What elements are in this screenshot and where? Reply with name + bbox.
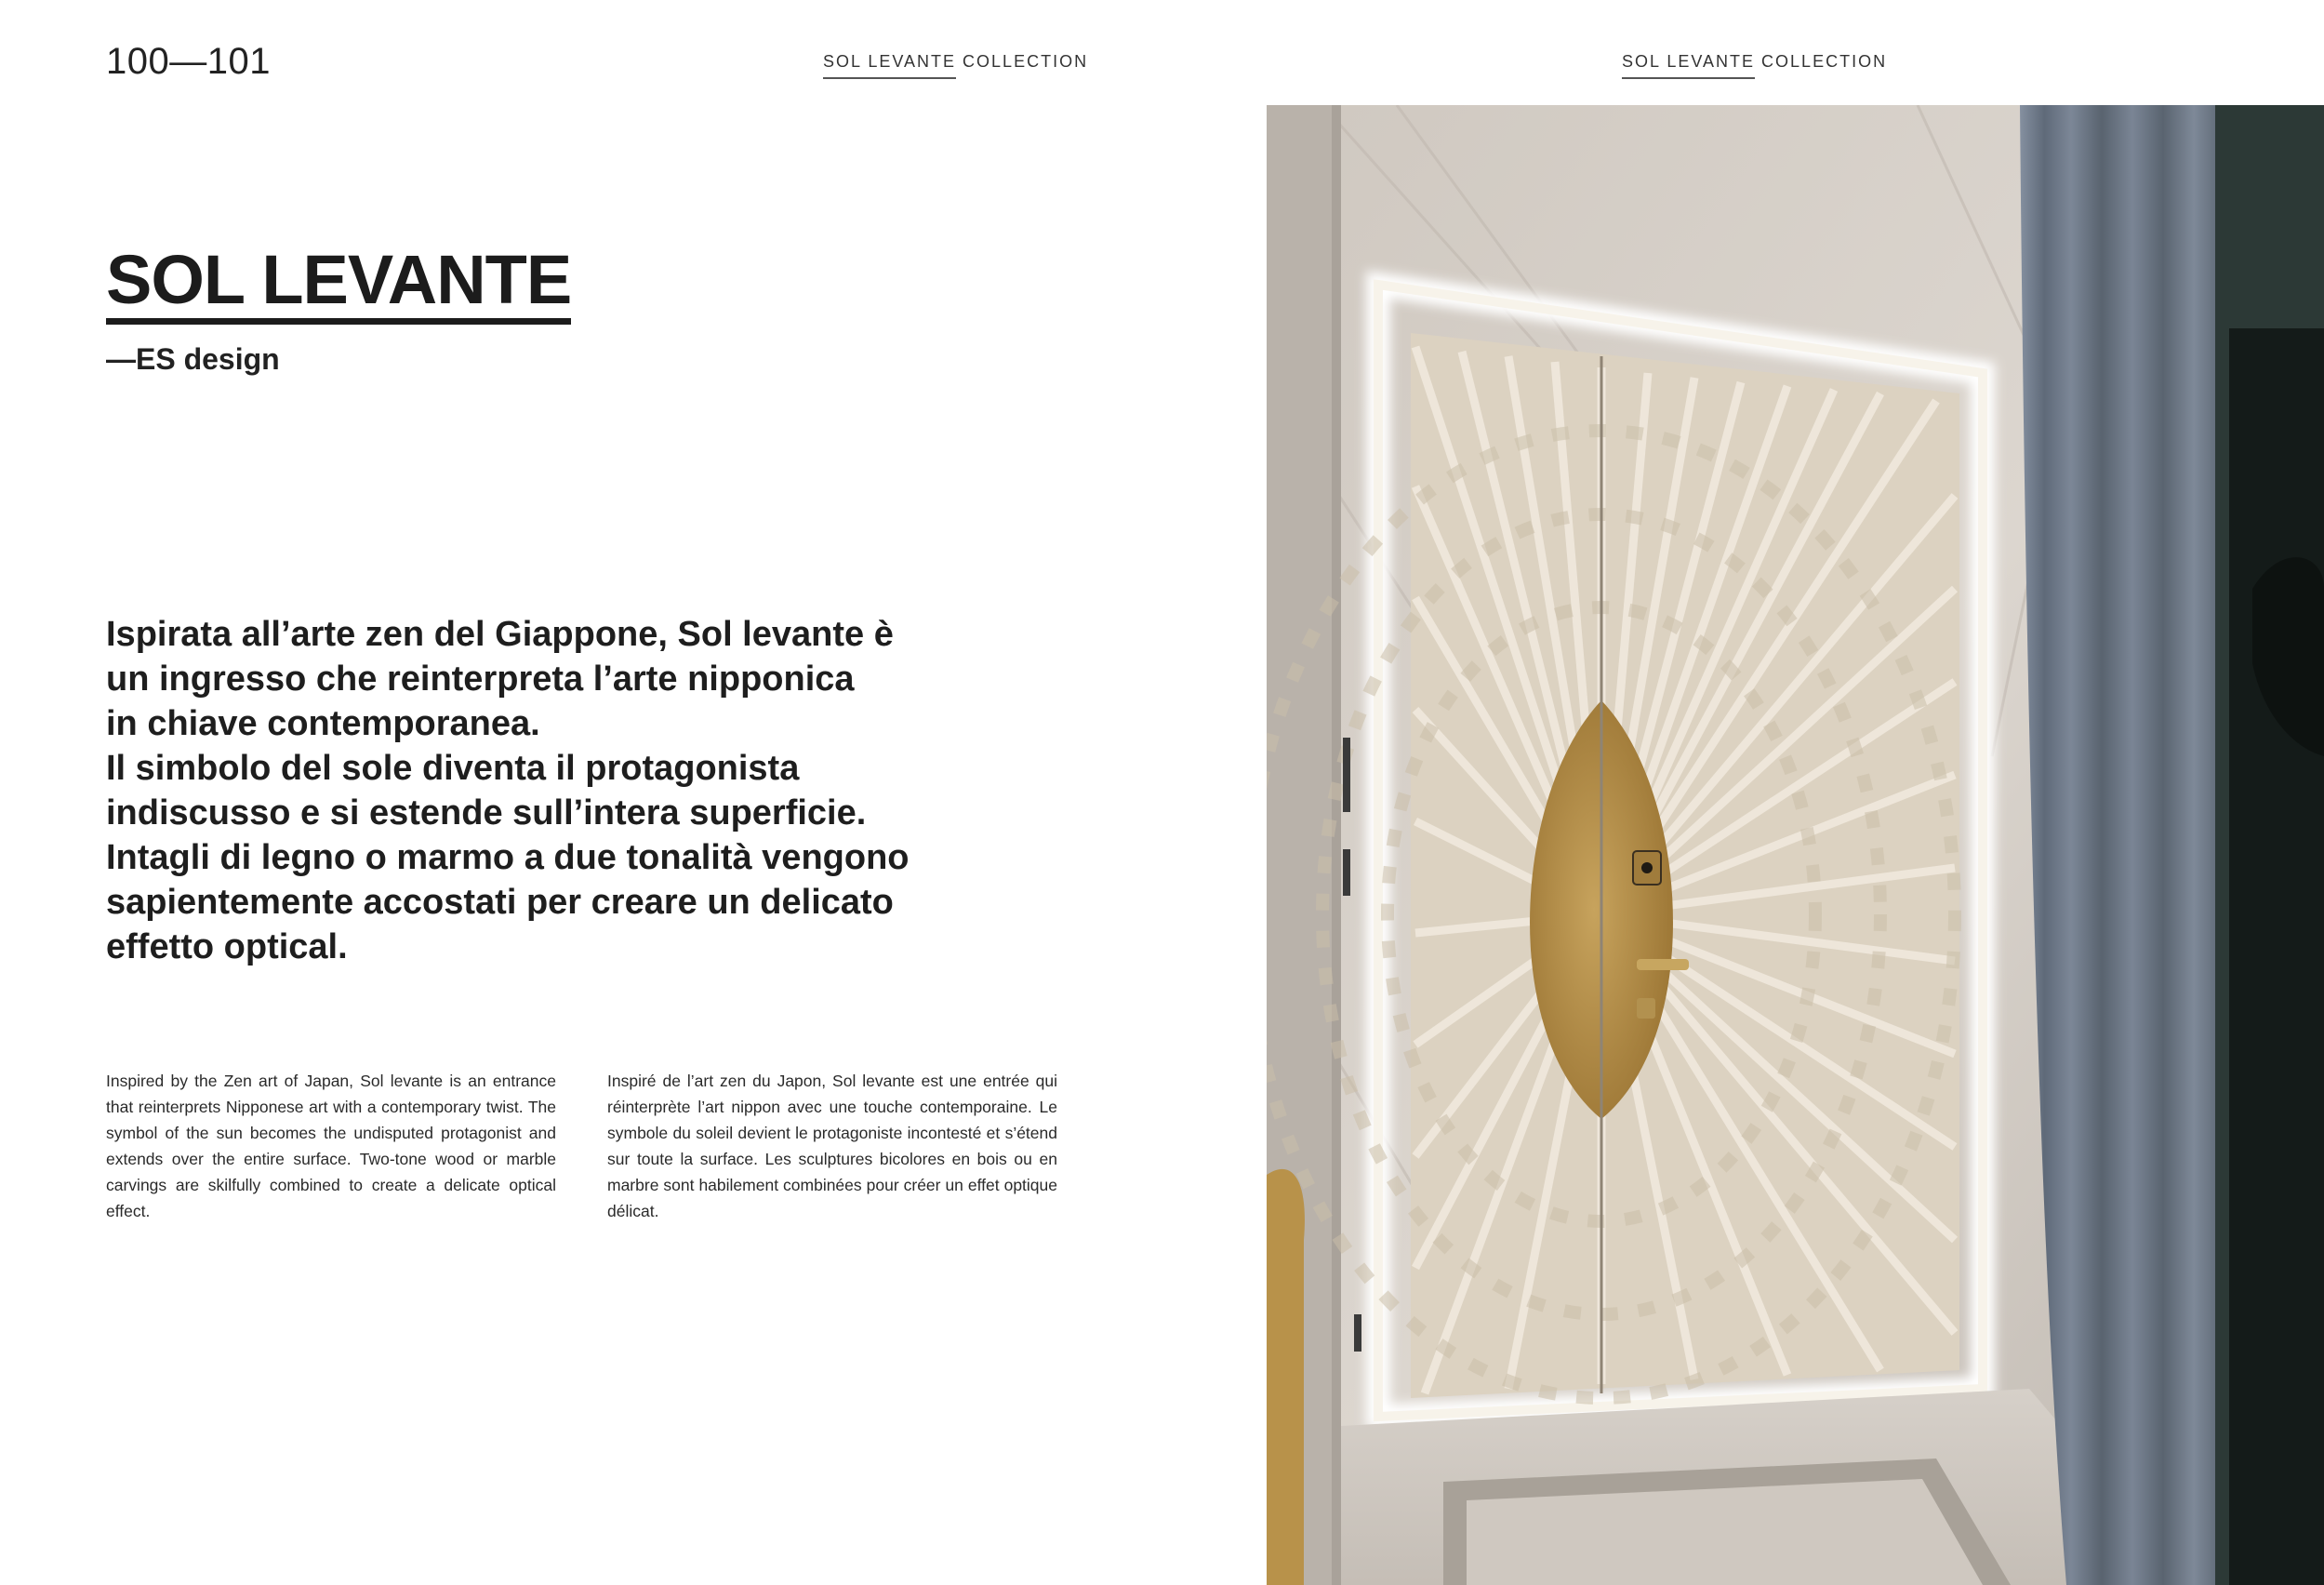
lead-line: Intagli di legno o marmo a due tonalità vengono: [106, 838, 910, 877]
running-head-left: [823, 52, 1088, 79]
running-head-right-collection-name: SOL LEVANTE: [1622, 52, 1755, 79]
lead-line: effetto optical.: [106, 927, 348, 966]
running-head-left-suffix: COLLECTION: [956, 52, 1089, 71]
lead-line: indiscusso e si estende sull’intera superficie.: [106, 793, 867, 832]
lead-line: Ispirata all’arte zen del Giappone, Sol levante è: [106, 615, 894, 654]
running-head-right-suffix: COLLECTION: [1755, 52, 1888, 71]
lead-line: un ingresso che reinterpreta l’arte nipponica: [106, 659, 855, 699]
article-title: SOL LEVANTE: [106, 244, 571, 325]
lead-line: Il simbolo del sole diventa il protagonista: [106, 749, 800, 788]
running-head-left-collection-name: SOL LEVANTE: [823, 52, 956, 79]
door-photo: [1267, 105, 2324, 1585]
lead-line: sapientemente accostati per creare un delicato: [106, 883, 894, 922]
page-numbers: 100—101: [106, 41, 271, 82]
body-text-french: Inspiré de l’art zen du Japon, Sol levante est une entrée qui réinterprète l’art nippon avec une touche contemporaine. Le symbole du soleil devient le protagoniste incontesté et s’étend sur toute la surface. Les sculptures bicolores en bois ou en marbre sont habilement combinées pour créer un effet optique délicat.: [607, 1072, 1057, 1220]
running-head-right: [1622, 52, 1887, 79]
article-subtitle: —ES design: [106, 342, 280, 376]
body-text-english: Inspired by the Zen art of Japan, Sol levante is an entrance that reinterprets Nipponese art with a contemporary twist. The symbol of the sun becomes the undisputed protagonist and extends over the entire surface. Two-tone wood or marble carvings are skilfully combined to create a delicate optical effect.: [106, 1072, 556, 1220]
lead-paragraph: [106, 612, 943, 969]
lead-line: in chiave contemporanea.: [106, 704, 540, 743]
